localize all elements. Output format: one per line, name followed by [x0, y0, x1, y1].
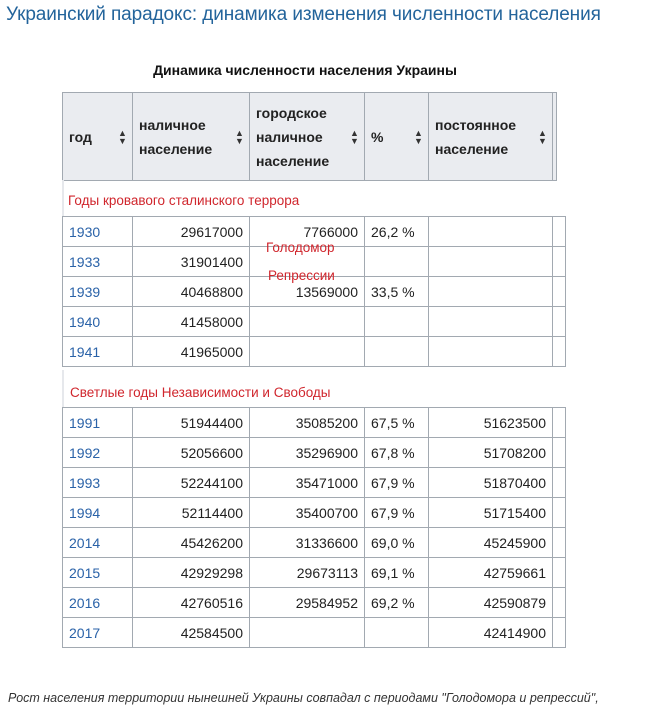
cell-extra — [553, 247, 566, 277]
table-row — [63, 498, 566, 528]
table-row — [63, 558, 566, 588]
cell-year[interactable]: 1940 — [63, 307, 133, 337]
cell-year[interactable]: 2017 — [63, 618, 133, 648]
cell-year[interactable]: 1933 — [63, 247, 133, 277]
column-header-urban-population[interactable] — [250, 93, 365, 181]
cell-permanent-population — [429, 337, 553, 367]
cell-present-population: 29617000 — [133, 217, 250, 247]
footer-note: Рост населения территории нынешней Украины совпадал с периодами "Голодомора и репрессий", — [8, 691, 599, 705]
table-side-line — [62, 370, 64, 407]
sort-updown-icon[interactable]: ▲ ▼ — [414, 127, 423, 146]
cell-percent: 33,5 % — [365, 277, 429, 307]
cell-present-population: 31901400 — [133, 247, 250, 277]
cell-present-population: 45426200 — [133, 528, 250, 558]
cell-percent: 69,2 % — [365, 588, 429, 618]
cell-percent: 26,2 % — [365, 217, 429, 247]
cell-permanent-population — [429, 217, 553, 247]
cell-year[interactable]: 1941 — [63, 337, 133, 367]
cell-permanent-population: 51715400 — [429, 498, 553, 528]
table-row — [63, 307, 566, 337]
page-title: Украинский парадокс: динамика изменения численности населения — [6, 4, 601, 25]
sort-updown-icon[interactable]: ▲ ▼ — [538, 127, 547, 146]
column-header-year[interactable] — [63, 93, 133, 181]
cell-permanent-population: 42759661 — [429, 558, 553, 588]
cell-year[interactable]: 1930 — [63, 217, 133, 247]
cell-permanent-population — [429, 247, 553, 277]
cell-present-population: 42929298 — [133, 558, 250, 588]
population-table-section-1 — [62, 216, 566, 367]
overlay-note-holodomor: Голодомор — [266, 240, 335, 255]
cell-extra — [553, 618, 566, 648]
cell-percent — [365, 618, 429, 648]
table-row — [63, 408, 566, 438]
sort-updown-icon[interactable]: ▲ ▼ — [118, 127, 127, 146]
population-table-header — [62, 92, 557, 181]
cell-urban-population: 29673113 — [250, 558, 365, 588]
table-caption: Динамика численности населения Украины — [153, 62, 457, 78]
column-header-label: год — [69, 128, 92, 145]
cell-present-population: 41458000 — [133, 307, 250, 337]
cell-permanent-population: 42414900 — [429, 618, 553, 648]
cell-extra — [553, 498, 566, 528]
cell-extra — [553, 408, 566, 438]
column-header-label: постоянное население — [435, 116, 517, 157]
column-header-extra — [553, 93, 557, 181]
cell-permanent-population: 45245900 — [429, 528, 553, 558]
column-header-percent[interactable] — [365, 93, 429, 181]
cell-urban-population: 13569000 — [250, 277, 365, 307]
cell-extra — [553, 337, 566, 367]
column-header-label: наличное население — [139, 116, 213, 157]
table-row — [63, 337, 566, 367]
cell-year[interactable]: 1991 — [63, 408, 133, 438]
cell-urban-population: 35400700 — [250, 498, 365, 528]
cell-present-population: 52244100 — [133, 468, 250, 498]
cell-extra — [553, 588, 566, 618]
cell-percent — [365, 307, 429, 337]
table-row — [63, 588, 566, 618]
cell-percent — [365, 247, 429, 277]
section-label-independence: Светлые годы Независимости и Свободы — [70, 385, 331, 400]
cell-year[interactable]: 1993 — [63, 468, 133, 498]
cell-extra — [553, 438, 566, 468]
cell-permanent-population: 51870400 — [429, 468, 553, 498]
cell-year[interactable]: 1939 — [63, 277, 133, 307]
cell-urban-population — [250, 337, 365, 367]
table-row — [63, 528, 566, 558]
cell-year[interactable]: 1992 — [63, 438, 133, 468]
cell-percent: 67,9 % — [365, 498, 429, 528]
cell-permanent-population: 51708200 — [429, 438, 553, 468]
population-table-section-2 — [62, 407, 566, 648]
cell-present-population: 52056600 — [133, 438, 250, 468]
cell-present-population: 52114400 — [133, 498, 250, 528]
cell-urban-population: 35471000 — [250, 468, 365, 498]
cell-permanent-population: 42590879 — [429, 588, 553, 618]
cell-present-population: 42760516 — [133, 588, 250, 618]
cell-present-population: 51944400 — [133, 408, 250, 438]
table-row — [63, 618, 566, 648]
cell-year[interactable]: 2014 — [63, 528, 133, 558]
column-header-present-population[interactable] — [133, 93, 250, 181]
cell-percent: 67,9 % — [365, 468, 429, 498]
sort-updown-icon[interactable]: ▲ ▼ — [350, 127, 359, 146]
table-side-line — [62, 180, 64, 216]
cell-year[interactable]: 2015 — [63, 558, 133, 588]
table-row — [63, 438, 566, 468]
cell-permanent-population — [429, 277, 553, 307]
cell-percent: 67,8 % — [365, 438, 429, 468]
cell-extra — [553, 558, 566, 588]
column-header-label: % — [371, 128, 384, 145]
column-header-label: городское наличное население — [256, 104, 330, 169]
cell-urban-population — [250, 618, 365, 648]
overlay-note-repressions: Репрессии — [268, 268, 335, 283]
cell-percent: 69,1 % — [365, 558, 429, 588]
cell-urban-population: 7766000 — [250, 217, 365, 247]
cell-extra — [553, 217, 566, 247]
cell-present-population: 42584500 — [133, 618, 250, 648]
cell-extra — [553, 277, 566, 307]
cell-extra — [553, 307, 566, 337]
cell-extra — [553, 468, 566, 498]
cell-percent: 67,5 % — [365, 408, 429, 438]
cell-year[interactable]: 2016 — [63, 588, 133, 618]
cell-urban-population: 35296900 — [250, 438, 365, 468]
sort-updown-icon[interactable]: ▲ ▼ — [235, 127, 244, 146]
cell-year[interactable]: 1994 — [63, 498, 133, 528]
cell-extra — [553, 528, 566, 558]
cell-percent — [365, 337, 429, 367]
cell-urban-population: 35085200 — [250, 408, 365, 438]
column-header-permanent-population[interactable] — [429, 93, 553, 181]
section-label-terror: Годы кровавого сталинского террора — [68, 193, 300, 208]
cell-urban-population: 31336600 — [250, 528, 365, 558]
cell-permanent-population — [429, 307, 553, 337]
cell-urban-population — [250, 307, 365, 337]
cell-permanent-population: 51623500 — [429, 408, 553, 438]
cell-present-population: 41965000 — [133, 337, 250, 367]
cell-percent: 69,0 % — [365, 528, 429, 558]
cell-present-population: 40468800 — [133, 277, 250, 307]
cell-urban-population: 29584952 — [250, 588, 365, 618]
table-row — [63, 468, 566, 498]
